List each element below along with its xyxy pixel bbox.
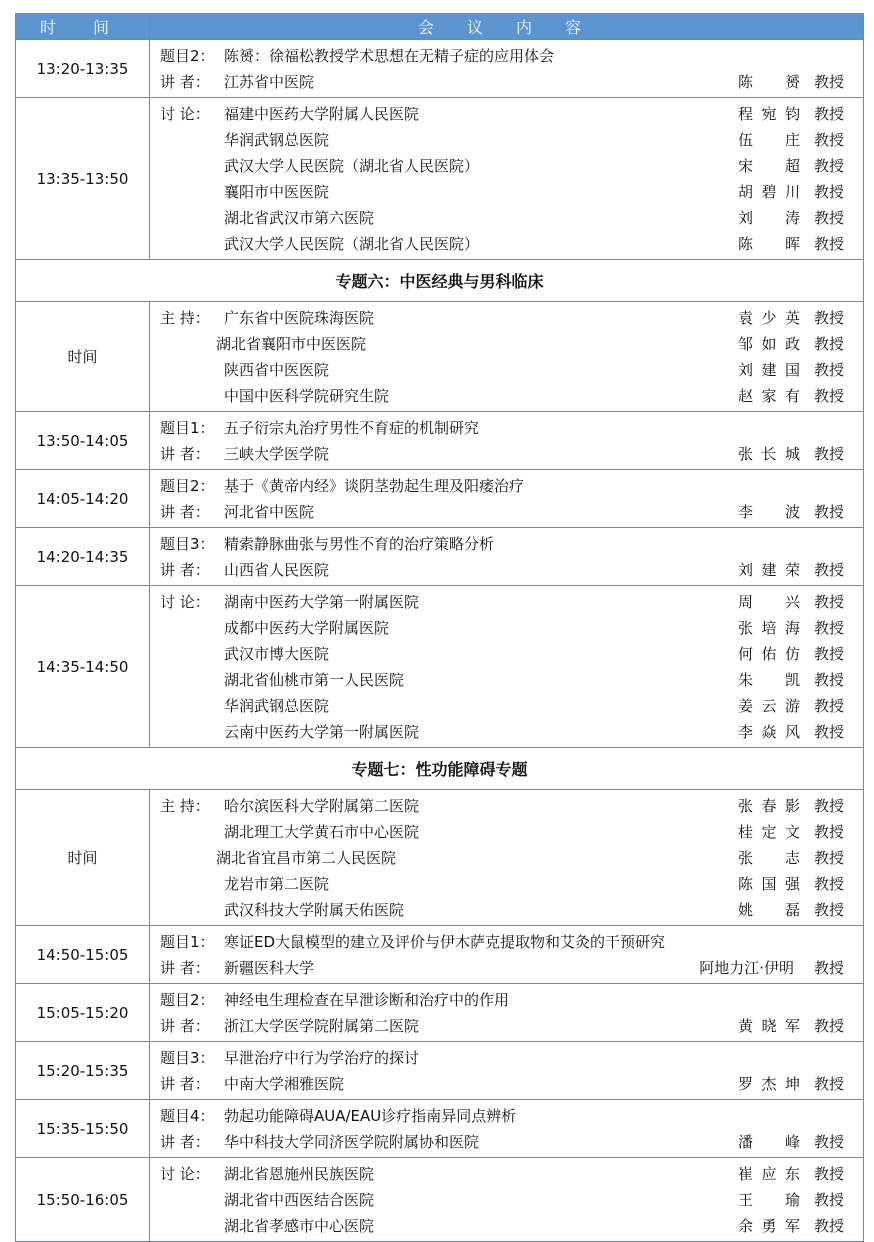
speaker-name: 张春影 (737, 797, 800, 815)
session-line (150, 441, 863, 467)
session-content (150, 790, 864, 926)
session-line (150, 1129, 863, 1155)
session-time: 时间 (16, 302, 150, 412)
speaker-title: 教授 (813, 1133, 844, 1151)
session-time: 15:35-15:50 (16, 1100, 150, 1158)
speaker-title: 教授 (813, 157, 844, 175)
session-row (16, 926, 864, 984)
session-line (150, 719, 863, 745)
speaker-name: 潘 峰 (737, 1133, 800, 1151)
session-line (150, 1103, 863, 1129)
schedule-body (16, 14, 864, 1242)
speaker (738, 101, 844, 127)
speaker (738, 819, 844, 845)
line-text: 河北省中医院 (224, 503, 315, 521)
line-text: 湖北省孝感市中心医院 (224, 1217, 375, 1235)
line-label: 题目1： (160, 419, 215, 437)
session-line (150, 987, 863, 1013)
line-text: 湖北省仙桃市第一人民医院 (224, 671, 405, 689)
line-label: 题目3： (160, 1049, 215, 1067)
speaker (738, 1013, 844, 1039)
session-line (150, 871, 863, 897)
section-title: 专题七：性功能障碍专题 (16, 748, 864, 790)
speaker (738, 383, 844, 409)
line-label: 讨 论： (160, 593, 210, 611)
session-line (150, 101, 863, 127)
speaker-name: 邹如政 (737, 335, 800, 353)
session-line (150, 1071, 863, 1097)
speaker-title: 教授 (813, 875, 844, 893)
session-line (150, 357, 863, 383)
line-text: 哈尔滨医科大学附属第二医院 (224, 797, 420, 815)
speaker-title: 教授 (813, 697, 844, 715)
session-line (150, 1013, 863, 1039)
session-line (150, 1161, 863, 1187)
speaker-name: 刘 涛 (737, 209, 800, 227)
session-content (150, 984, 864, 1042)
speaker-title: 教授 (813, 593, 844, 611)
line-label: 题目2： (160, 477, 215, 495)
session-content (150, 1042, 864, 1100)
session-row (16, 412, 864, 470)
session-content (150, 98, 864, 260)
schedule-table (15, 13, 863, 1242)
speaker-name: 桂定文 (737, 823, 800, 841)
session-line (150, 43, 863, 69)
line-label: 题目4： (160, 1107, 215, 1125)
speaker (738, 719, 844, 745)
session-line (150, 819, 863, 845)
line-label: 题目2： (160, 47, 215, 65)
speaker-name: 周 兴 (737, 593, 800, 611)
session-time: 15:05-15:20 (16, 984, 150, 1042)
session-content (150, 40, 864, 98)
speaker (738, 205, 844, 231)
speaker (738, 441, 844, 467)
speaker-title: 教授 (813, 645, 844, 663)
speaker-name: 陈国强 (737, 875, 800, 893)
session-line (150, 693, 863, 719)
session-line (150, 897, 863, 923)
session-content (150, 586, 864, 748)
line-label: 讲 者： (160, 1075, 210, 1093)
line-text: 勃起功能障碍AUA/EAU诊疗指南异同点辨析 (224, 1107, 517, 1125)
speaker-title: 教授 (813, 1075, 844, 1093)
speaker-name: 李 波 (737, 503, 800, 521)
line-text: 武汉科技大学附属天佑医院 (224, 901, 405, 919)
speaker-name: 刘建荣 (737, 561, 800, 579)
speaker-name: 阿地力江·伊明 (699, 959, 794, 977)
section-row (16, 748, 864, 790)
speaker-name: 张培海 (737, 619, 800, 637)
session-time: 时间 (16, 790, 150, 926)
session-row (16, 790, 864, 926)
line-label: 讲 者： (160, 561, 210, 579)
speaker (738, 871, 844, 897)
speaker (738, 557, 844, 583)
line-text: 神经电生理检查在早泄诊断和治疗中的作用 (224, 991, 510, 1009)
speaker-title: 教授 (813, 335, 844, 353)
session-line (150, 499, 863, 525)
session-line (150, 557, 863, 583)
line-text: 中国中医科学院研究生院 (224, 387, 390, 405)
speaker (738, 69, 844, 95)
session-line (150, 667, 863, 693)
speaker (738, 357, 844, 383)
line-text: 武汉市博大医院 (224, 645, 330, 663)
session-line (150, 231, 863, 257)
header-row (16, 14, 864, 40)
speaker (738, 153, 844, 179)
session-line (150, 127, 863, 153)
line-label: 题目1： (160, 933, 215, 951)
line-label: 题目3： (160, 535, 215, 553)
line-text: 山西省人民医院 (224, 561, 330, 579)
line-text: 成都中医药大学附属医院 (224, 619, 390, 637)
speaker-title: 教授 (813, 105, 844, 123)
speaker-name: 张长城 (737, 445, 800, 463)
speaker-title: 教授 (813, 309, 844, 327)
session-content (150, 1158, 864, 1242)
speaker-title: 教授 (813, 901, 844, 919)
line-text: 江苏省中医院 (224, 73, 315, 91)
line-text: 华润武钢总医院 (224, 131, 330, 149)
speaker-name: 胡碧川 (737, 183, 800, 201)
session-content (150, 470, 864, 528)
speaker-name: 赵家有 (737, 387, 800, 405)
session-time: 14:05-14:20 (16, 470, 150, 528)
line-label: 讲 者： (160, 73, 210, 91)
line-text: 湖北省宜昌市第二人民医院 (216, 849, 397, 867)
speaker-name: 袁少英 (737, 309, 800, 327)
session-line (150, 531, 863, 557)
session-time: 15:20-15:35 (16, 1042, 150, 1100)
speaker-title: 教授 (813, 1165, 844, 1183)
line-text: 基于《黄帝内经》谈阴茎勃起生理及阳痿治疗 (224, 477, 525, 495)
line-label: 讲 者： (160, 445, 210, 463)
session-line (150, 205, 863, 231)
session-line (150, 69, 863, 95)
speaker-title: 教授 (813, 131, 844, 149)
line-label: 讨 论： (160, 105, 210, 123)
session-row (16, 528, 864, 586)
line-text: 武汉大学人民医院（湖北省人民医院） (224, 157, 480, 175)
speaker (738, 127, 844, 153)
session-line (150, 845, 863, 871)
speaker-name: 伍 庄 (737, 131, 800, 149)
session-time: 14:50-15:05 (16, 926, 150, 984)
speaker (738, 641, 844, 667)
speaker-name: 黄晓军 (737, 1017, 800, 1035)
line-label: 主 持： (160, 797, 210, 815)
session-line (150, 1045, 863, 1071)
session-row (16, 1100, 864, 1158)
session-row (16, 1158, 864, 1242)
line-label: 讨 论： (160, 1165, 210, 1183)
session-time: 14:20-14:35 (16, 528, 150, 586)
speaker-title: 教授 (813, 561, 844, 579)
line-text: 陕西省中医医院 (224, 361, 330, 379)
speaker (738, 1161, 844, 1187)
session-line (150, 415, 863, 441)
session-line (150, 929, 863, 955)
section-row (16, 260, 864, 302)
session-row (16, 984, 864, 1042)
speaker (738, 1213, 844, 1239)
line-text: 精索静脉曲张与男性不育的治疗策略分析 (224, 535, 495, 553)
session-time: 14:35-14:50 (16, 586, 150, 748)
speaker-title: 教授 (813, 235, 844, 253)
speaker-name: 余勇军 (737, 1217, 800, 1235)
line-label: 主 持： (160, 309, 210, 327)
session-time: 15:50-16:05 (16, 1158, 150, 1242)
speaker-name: 张 志 (737, 849, 800, 867)
session-line (150, 305, 863, 331)
speaker (738, 845, 844, 871)
speaker-title: 教授 (813, 1191, 844, 1209)
header-content: 会 议 内 容 (150, 14, 864, 40)
speaker-title: 教授 (813, 671, 844, 689)
speaker-title: 教授 (813, 387, 844, 405)
speaker-title: 教授 (813, 361, 844, 379)
session-time: 13:35-13:50 (16, 98, 150, 260)
session-line (150, 473, 863, 499)
session-line (150, 1213, 863, 1239)
speaker-name: 陈 赟 (737, 73, 800, 91)
line-label: 讲 者： (160, 503, 210, 521)
line-text: 五子衍宗丸治疗男性不育症的机制研究 (224, 419, 480, 437)
session-line (150, 383, 863, 409)
section-title: 专题六：中医经典与男科临床 (16, 260, 864, 302)
line-text: 华中科技大学同济医学院附属协和医院 (224, 1133, 480, 1151)
speaker-name: 程宛钧 (737, 105, 800, 123)
speaker-name: 何佑仿 (737, 645, 800, 663)
line-label: 题目2： (160, 991, 215, 1009)
speaker-title: 教授 (813, 73, 844, 91)
speaker-title: 教授 (813, 823, 844, 841)
session-line (150, 589, 863, 615)
speaker-title: 教授 (813, 1017, 844, 1035)
line-text: 湖北省恩施州民族医院 (224, 1165, 375, 1183)
line-text: 浙江大学医学院附属第二医院 (224, 1017, 420, 1035)
session-line (150, 179, 863, 205)
speaker (738, 305, 844, 331)
line-text: 寒证ED大鼠模型的建立及评价与伊木萨克提取物和艾灸的干预研究 (224, 933, 666, 951)
speaker-name: 姜云游 (737, 697, 800, 715)
speaker (699, 955, 844, 981)
speaker-title: 教授 (813, 797, 844, 815)
speaker-name: 宋 超 (737, 157, 800, 175)
line-text: 中南大学湘雅医院 (224, 1075, 345, 1093)
line-text: 湖南中医药大学第一附属医院 (224, 593, 420, 611)
line-text: 云南中医药大学第一附属医院 (224, 723, 420, 741)
speaker-title: 教授 (813, 183, 844, 201)
speaker-title: 教授 (813, 209, 844, 227)
session-content (150, 1100, 864, 1158)
speaker (738, 897, 844, 923)
line-text: 陈赟：徐福松教授学术思想在无精子症的应用体会 (224, 47, 555, 65)
speaker-name: 刘建国 (737, 361, 800, 379)
line-text: 襄阳市中医医院 (224, 183, 330, 201)
session-row (16, 40, 864, 98)
line-text: 福建中医药大学附属人民医院 (224, 105, 420, 123)
session-content (150, 926, 864, 984)
speaker-name: 陈 晖 (737, 235, 800, 253)
session-row (16, 586, 864, 748)
speaker (738, 231, 844, 257)
session-line (150, 331, 863, 357)
session-line (150, 793, 863, 819)
session-row (16, 302, 864, 412)
speaker-title: 教授 (813, 1217, 844, 1235)
line-text: 武汉大学人民医院（湖北省人民医院） (224, 235, 480, 253)
session-line (150, 153, 863, 179)
line-text: 新疆医科大学 (224, 959, 315, 977)
line-text: 湖北省襄阳市中医医院 (216, 335, 367, 353)
session-row (16, 470, 864, 528)
session-content (150, 528, 864, 586)
speaker (738, 793, 844, 819)
speaker-title: 教授 (813, 619, 844, 637)
speaker (738, 615, 844, 641)
line-text: 早泄治疗中行为学治疗的探讨 (224, 1049, 420, 1067)
speaker (738, 667, 844, 693)
line-text: 湖北省中西医结合医院 (224, 1191, 375, 1209)
line-text: 广东省中医院珠海医院 (224, 309, 375, 327)
line-text: 三峡大学医学院 (224, 445, 330, 463)
line-label: 讲 者： (160, 1133, 210, 1151)
speaker-title: 教授 (813, 445, 844, 463)
session-row (16, 98, 864, 260)
speaker (738, 1129, 844, 1155)
session-line (150, 955, 863, 981)
header-time: 时 间 (16, 14, 150, 40)
session-time: 13:20-13:35 (16, 40, 150, 98)
line-text: 龙岩市第二医院 (224, 875, 330, 893)
speaker (738, 179, 844, 205)
speaker (738, 1071, 844, 1097)
speaker-name: 罗杰坤 (737, 1075, 800, 1093)
speaker-title: 教授 (813, 959, 844, 977)
speaker-name: 崔应东 (737, 1165, 800, 1183)
line-label: 讲 者： (160, 1017, 210, 1035)
line-text: 湖北省武汉市第六医院 (224, 209, 375, 227)
session-time: 13:50-14:05 (16, 412, 150, 470)
session-line (150, 615, 863, 641)
speaker (738, 693, 844, 719)
speaker-title: 教授 (813, 503, 844, 521)
session-row (16, 1042, 864, 1100)
session-line (150, 1187, 863, 1213)
session-content (150, 412, 864, 470)
speaker (738, 331, 844, 357)
session-line (150, 641, 863, 667)
speaker-title: 教授 (813, 849, 844, 867)
speaker-title: 教授 (813, 723, 844, 741)
speaker-name: 姚 磊 (737, 901, 800, 919)
speaker-name: 王 瑜 (737, 1191, 800, 1209)
line-text: 华润武钢总医院 (224, 697, 330, 715)
line-text: 湖北理工大学黄石市中心医院 (224, 823, 420, 841)
speaker (738, 589, 844, 615)
speaker-name: 朱 凯 (737, 671, 800, 689)
speaker (738, 499, 844, 525)
line-label: 讲 者： (160, 959, 210, 977)
session-content (150, 302, 864, 412)
speaker-name: 李焱风 (737, 723, 800, 741)
speaker (738, 1187, 844, 1213)
